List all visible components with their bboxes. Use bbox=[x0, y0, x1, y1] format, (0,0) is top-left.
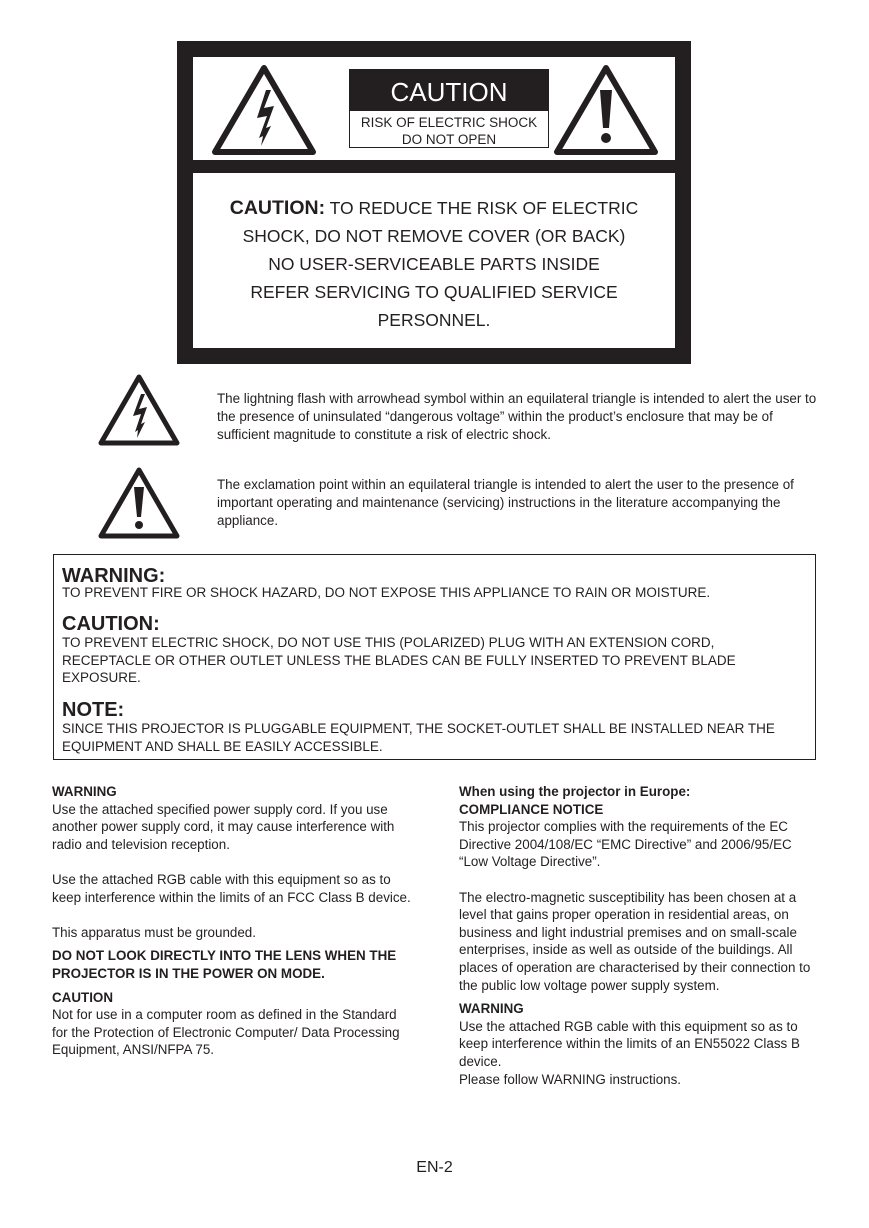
caution-text: TO PREVENT ELECTRIC SHOCK, DO NOT USE THIS (POLARIZED) PLUG WITH AN EXTENSION CORD, RECEPTACLE OR OTHER OUTLET UNLESS THE BLADES CAN BE FULLY INSERTED TO PREVENT BLADE EXPOSURE. bbox=[62, 635, 736, 685]
warning-text: TO PREVENT FIRE OR SHOCK HAZARD, DO NOT EXPOSE THIS APPLIANCE TO RAIN OR MOISTURE. bbox=[62, 585, 711, 600]
right-warning-paragraph-2: Please follow WARNING instructions. bbox=[459, 1071, 682, 1087]
warning-heading: WARNING: bbox=[62, 565, 166, 587]
lightning-warning-icon bbox=[211, 64, 317, 156]
lightning-symbol-text: The lightning flash with arrowhead symbol within an equilateral triangle is intended to alert the user to the presence of uninsulated “dangerous voltage” within the product’s enclosure that may be of sufficient magnitude to constitute a risk of electric shock. bbox=[217, 391, 817, 442]
caution-label bbox=[349, 69, 549, 148]
caution-notice-text bbox=[193, 194, 675, 334]
caution-label-line2: DO NOT OPEN bbox=[401, 132, 497, 147]
exclamation-symbol-text: The exclamation point within an equilateral triangle is intended to alert the user to the presence of important operating and maintenance (servicing) instructions in the literature accompanying the appliance. bbox=[217, 477, 794, 528]
susceptibility-text: The electro-magnetic susceptibility has been chosen at a level that gains proper operation in residential areas, on business and light industrial premises and on small-scale enterprises, inside as well as outside of the buildings. All places of operation are characterised by their connection to the public low voltage power supply system. bbox=[459, 889, 811, 993]
right-column bbox=[459, 783, 821, 1088]
caution-heading: CAUTION: bbox=[62, 613, 160, 635]
left-caution-text: Not for use in a computer room as defined in the Standard for the Protection of Electronic Computer/ Data Processing Equipment, ANSI/NFPA 75. bbox=[52, 1007, 400, 1058]
right-warning-heading: WARNING bbox=[459, 1001, 524, 1017]
page-number: EN-2 bbox=[416, 1159, 453, 1176]
lens-warning: DO NOT LOOK DIRECTLY INTO THE LENS WHEN THE PROJECTOR IS IN THE POWER ON MODE. bbox=[52, 948, 397, 981]
caution-label-title: CAUTION bbox=[350, 70, 548, 111]
caution-notice-prefix: CAUTION: bbox=[229, 197, 326, 219]
caution-label-header bbox=[193, 57, 675, 160]
caution-notice-line3: NO USER-SERVICEABLE PARTS INSIDE bbox=[268, 254, 600, 274]
warning-box bbox=[53, 554, 816, 760]
caution-notice-line1: TO REDUCE THE RISK OF ELECTRIC bbox=[329, 198, 639, 218]
compliance-heading: COMPLIANCE NOTICE bbox=[459, 801, 604, 817]
exclamation-warning-icon bbox=[553, 64, 659, 156]
left-warning-paragraph-1: Use the attached specified power supply cord. If you use another power supply cord, it may cause interference with radio and television reception. bbox=[52, 801, 395, 852]
caution-notice-line4: REFER SERVICING TO QUALIFIED SERVICE bbox=[250, 282, 618, 302]
caution-label-panel bbox=[177, 41, 691, 364]
caution-notice bbox=[193, 173, 675, 348]
exclamation-symbol-icon bbox=[98, 467, 180, 539]
caution-notice-line5: PERSONNEL. bbox=[377, 310, 491, 330]
left-column bbox=[52, 783, 412, 1059]
left-caution-heading: CAUTION bbox=[52, 989, 113, 1005]
compliance-text: This projector complies with the requirements of the EC Directive 2004/108/EC “EMC Directive” and 2006/95/EC “Low Voltage Directive”. bbox=[459, 819, 792, 870]
caution-notice-line2: SHOCK, DO NOT REMOVE COVER (OR BACK) bbox=[242, 226, 626, 246]
right-warning-paragraph-1: Use the attached RGB cable with this equipment so as to keep interference within the limits of an EN55022 Class B device. bbox=[459, 1018, 800, 1069]
note-heading: NOTE: bbox=[62, 699, 125, 721]
caution-label-line1: RISK OF ELECTRIC SHOCK bbox=[360, 115, 538, 130]
left-warning-paragraph-2: Use the attached RGB cable with this equipment so as to keep interference within the limits of an FCC Class B device. bbox=[52, 871, 411, 905]
left-warning-paragraph-3: This apparatus must be grounded. bbox=[52, 924, 256, 940]
note-text: SINCE THIS PROJECTOR IS PLUGGABLE EQUIPMENT, THE SOCKET-OUTLET SHALL BE INSTALLED NEAR THE EQUIPMENT AND SHALL BE EASILY ACCESSIBLE. bbox=[62, 721, 775, 754]
left-warning-heading: WARNING bbox=[52, 784, 117, 799]
europe-heading: When using the projector in Europe: bbox=[459, 784, 691, 799]
lightning-symbol-icon bbox=[98, 374, 180, 446]
